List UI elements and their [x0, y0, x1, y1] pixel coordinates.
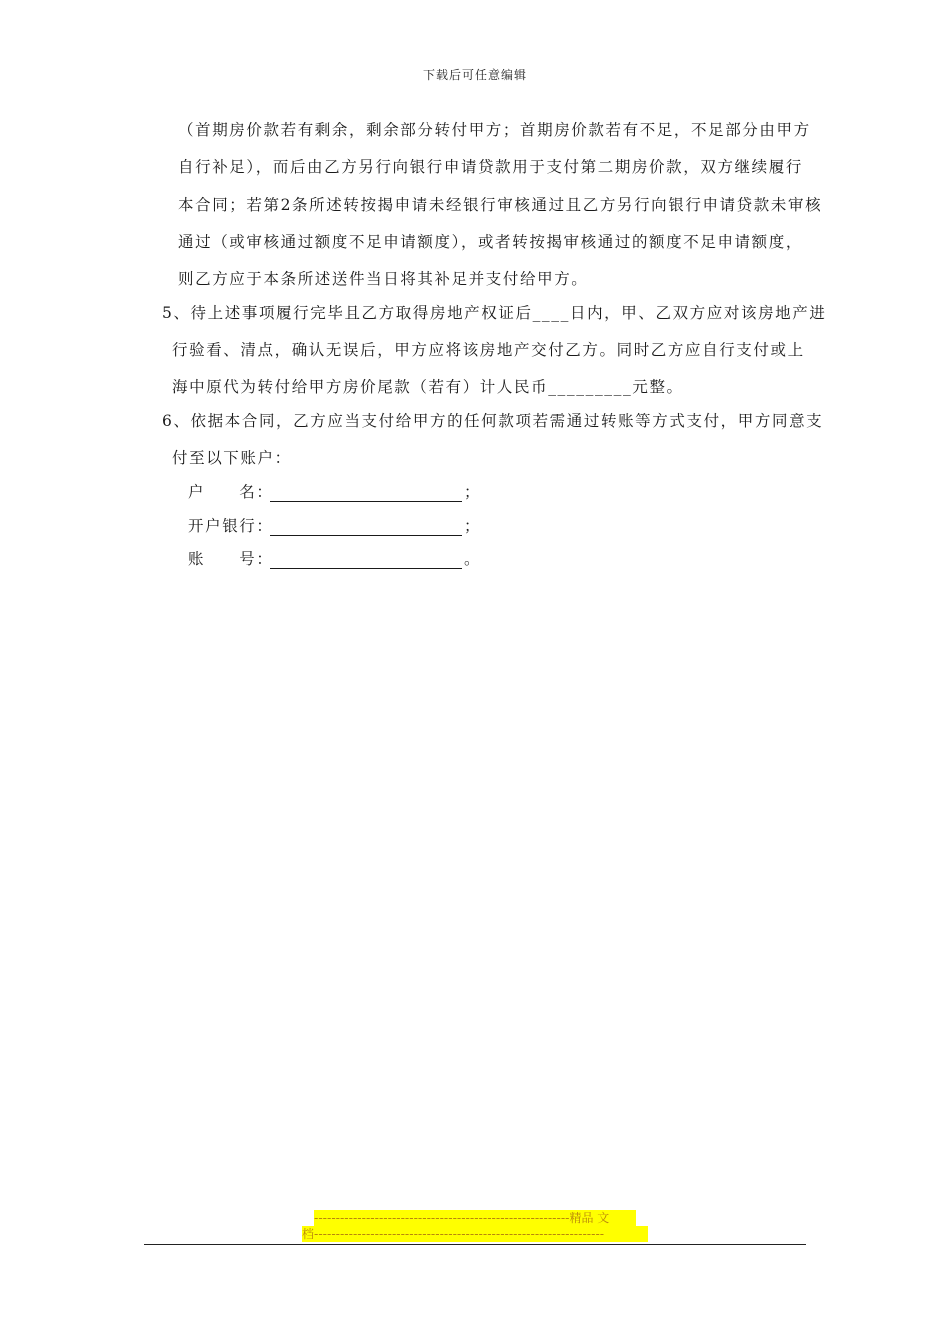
- account-number-field[interactable]: [270, 551, 462, 569]
- account-number-end: 。: [464, 550, 480, 568]
- footer-divider: [144, 1244, 806, 1245]
- footer-banner-line-2: 档-------------------------------------------------------------------: [302, 1226, 648, 1242]
- clause-5-days-blank: ____: [532, 304, 570, 322]
- bank-name-label: 开户银行：: [188, 517, 274, 535]
- paragraph-line-4: 通过（或审核通过额度不足申请额度），或者转按揭审核通过的额度不足申请额度，: [178, 233, 803, 251]
- bank-name-field[interactable]: [270, 518, 462, 536]
- account-number-label: 账 号：: [188, 550, 274, 568]
- bank-name-end: ；: [464, 517, 480, 535]
- clause-5-text-d: 元整。: [632, 378, 684, 396]
- paragraph-line-3: 本合同；若第2条所述转按揭申请未经银行审核通过且乙方另行向银行申请贷款未审核: [178, 196, 823, 214]
- footer-banner-line-1: -----------------------------------------------------------精品 文: [314, 1210, 636, 1226]
- clause-6-line-2: 付至以下账户：: [172, 449, 292, 467]
- clause-5-text-a: 5、待上述事项履行完毕且乙方取得房地产权证后: [162, 304, 533, 322]
- paragraph-line-2: 自行补足），而后由乙方另行向银行申请贷款用于支付第二期房价款，双方继续履行: [178, 158, 803, 176]
- account-name-row: [188, 480, 480, 502]
- clause-6-line-1: 6、依据本合同，乙方应当支付给甲方的任何款项若需通过转账等方式支付，甲方同意支: [162, 412, 824, 430]
- clause-5-amount-blank: _________: [548, 378, 633, 396]
- clause-5-text-b: 日内，甲、乙双方应对该房地产进: [569, 304, 827, 322]
- clause-5-text-c: 海中原代为转付给甲方房价尾款（若有）计人民币: [172, 378, 549, 396]
- account-name-end: ；: [464, 483, 480, 501]
- account-name-field[interactable]: [270, 484, 462, 502]
- account-number-row: [188, 547, 480, 569]
- clause-5-line-2: 行验看、清点，确认无误后，甲方应将该房地产交付乙方。同时乙方应自行支付或上: [172, 341, 805, 359]
- clause-5-line-1: [162, 301, 827, 323]
- page-header: 下载后可任意编辑: [422, 68, 527, 82]
- account-name-label: 户 名：: [188, 483, 274, 501]
- bank-name-row: [188, 514, 480, 536]
- paragraph-line-1: （首期房价款若有剩余，剩余部分转付甲方；首期房价款若有不足，不足部分由甲方: [178, 121, 811, 139]
- paragraph-line-5: 则乙方应于本条所述送件当日将其补足并支付给甲方。: [178, 270, 589, 288]
- clause-5-line-3: [172, 375, 684, 397]
